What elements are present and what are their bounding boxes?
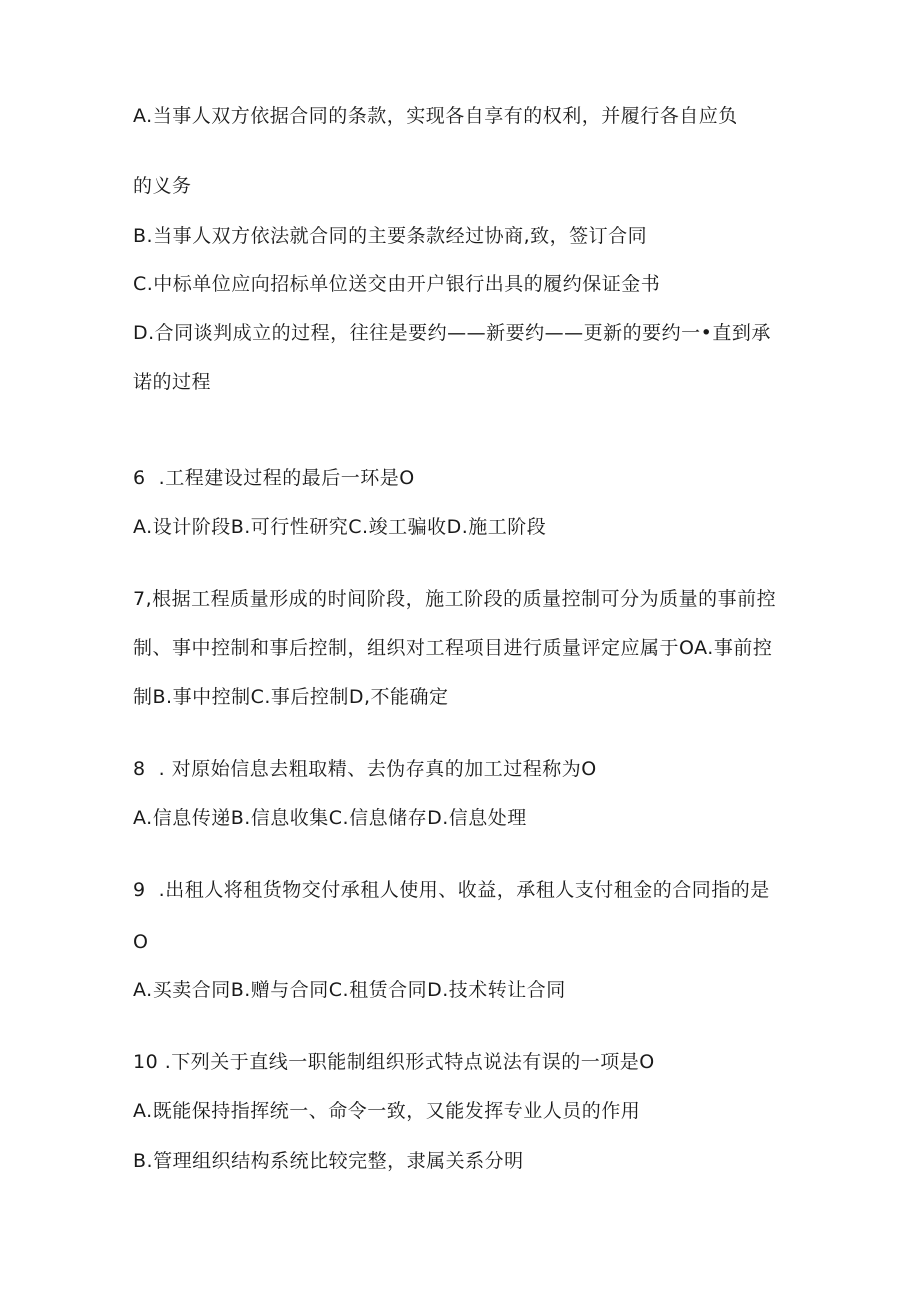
option-d-line-1: D.合同谈判成立的过程，往往是要约——新要约——更新的要约一•直到承 [133,322,771,344]
question-7-line-2: 制、事中控制和事后控制，组织对工程项目进行质量评定应属于OA.事前控 [133,637,773,659]
question-7-line-1: 7,根据工程质量形成的时间阶段，施工阶段的质量控制可分为质量的事前控 [133,588,777,610]
question-9-line-1: 9 .出租人将租货物交付承租人使用、收益，承租人支付租金的合同指的是 [133,879,770,901]
question-9-line-2: O [133,931,149,953]
question-10: 10 .下列关于直线一职能制组织形式特点说法有误的一项是O [133,1051,655,1073]
question-7-line-3: 制B.事中控制C.事后控制D,不能确定 [133,686,449,708]
option-a-line-1: A.当事人双方依据合同的条款，实现各自享有的权利，并履行各自应负 [133,105,738,127]
question-8-options: A.信息传递B.信息收集C.信息储存D.信息处理 [133,807,527,829]
question-10-option-b: B.管理组织结构系统比较完整，隶属关系分明 [133,1150,524,1172]
option-d-line-2: 诺的过程 [133,371,212,393]
question-8: 8 . 对原始信息去粗取精、去伪存真的加工过程称为O [133,758,597,780]
question-10-option-a: A.既能保持指挥统一、命令一致，又能发挥专业人员的作用 [133,1100,641,1122]
option-c-line: C.中标单位应向招标单位送交由开户银行出具的履约保证金书 [133,273,661,295]
question-6-options: A.设计阶段B.可行性研究C.竣工骗收D.施工阶段 [133,516,547,538]
question-9-options: A.买卖合同B.赠与合同C.租赁合同D.技术转让合同 [133,979,566,1001]
option-b-line: B.当事人双方依法就合同的主要条款经过协商,致，签订合同 [133,225,648,247]
question-6: 6 .工程建设过程的最后一环是O [133,467,415,489]
option-a-line-2: 的义务 [133,175,192,197]
